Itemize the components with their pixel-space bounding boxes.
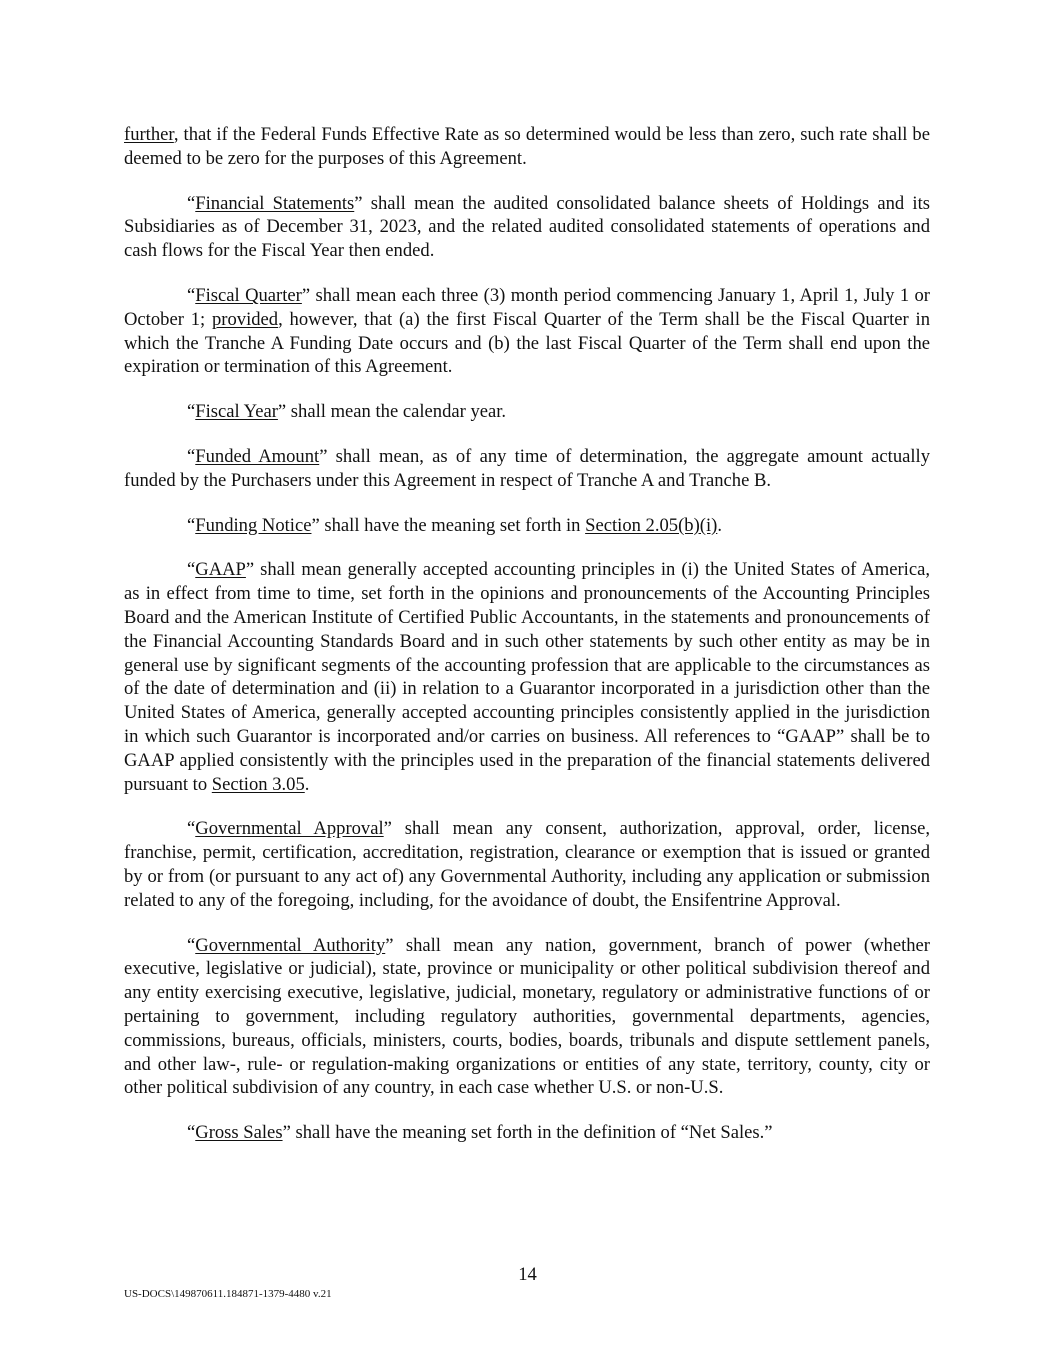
definition-text: ” shall mean each three (3) month period commencing January 1, April 1, July 1 or October 1; — [124, 284, 930, 330]
definition-text: ” shall mean any consent, authorization, approval, order, license, franchise, permit, certification, accreditation, registration, clearance or exemption that is issued or granted by or from (or pursuant to any act of) any Governmental Authority, including any application or submission related to any of the foregoing, including, for the avoidance of doubt, the Ensifentrine Approval. — [124, 818, 930, 911]
definition-text: ” shall have the meaning set forth in the definition of “Net Sales.” — [282, 1122, 773, 1144]
definition-text: ” shall mean any nation, government, branch of power (whether executive, legislative or judicial), state, province or municipality or other political subdivision thereof and any entity exercising executive, legislative, judicial, monetary, regulatory or administrative functions of or pertaining to government, including regulatory authorities, governmental departments, agencies, commissions, bureaus, officials, ministers, courts, bodies, boards, tribunals and dispute settlement panels, and other law-, rule- or regulation-making organizations or entities of any state, territory, county, city or other political subdivision of any country, in each case whether U.S. or non-U.S. — [124, 934, 930, 1099]
definition-text: ” shall mean generally accepted accounting principles in (i) the United States of America, as in effect from time to time, set forth in the opinions and pronouncements of the Accounting Principles Board and the American Institute of Certified Public Accountants, in the statements and pronouncements of the Financial Accounting Standards Board and in such other statements by such other entity as may be in general use by significant segments of the accounting profession that are applicable to the circumstances as of the date of determination and (ii) in relation to a Guarantor incorporated in a jurisdiction other than the United States of America, generally accepted accounting principles consistently applied in the jurisdiction in which such Guarantor is incorporated and/or carries on business. All references to “GAAP” shall be to GAAP applied consistently with the principles used in the preparation of the financial statements delivered pursuant to — [124, 559, 930, 795]
cross-reference: provided — [211, 308, 279, 330]
definition-paragraph: “Funded Amount” shall mean, as of any time of determination, the aggregate amount actually funded by the Purchasers under this Agreement in respect of Tranche A and Tranche B. — [124, 445, 931, 491]
cross-reference: Section 3.05 — [211, 773, 305, 795]
defined-term: Fiscal Quarter — [195, 284, 302, 306]
definition-text: ” shall mean the calendar year. — [277, 401, 507, 423]
definition-paragraph: “Governmental Authority” shall mean any nation, government, branch of power (whether executive, legislative or judicial), state, province or municipality or other political subdivision thereof and any entity exercising executive, legislative, judicial, monetary, regulatory or administrative functions of or pertaining to government, including regulatory authorities, governmental departments, agencies, commissions, bureaus, officials, ministers, courts, bodies, boards, tribunals and dispute settlement panels, and other law-, rule- or regulation-making organizations or entities of any state, territory, county, city or other political subdivision of any country, in each case whether U.S. or non-U.S. — [124, 934, 930, 1099]
definition-paragraph: “Fiscal Year” shall mean the calendar year. — [187, 401, 507, 423]
defined-term: Gross Sales — [195, 1122, 283, 1144]
page-number: 14 — [518, 1264, 537, 1285]
continuation-paragraph — [124, 123, 930, 171]
definition-text: ” shall have the meaning set forth in — [311, 514, 586, 536]
definition-text: ” shall mean the audited consolidated balance sheets of Holdings and its Subsidiaries as of December 31, 2023, and the related audited consolidated statements of operations and cash flows for the Fiscal Year then ended. — [124, 192, 930, 262]
definition-paragraph: “Fiscal Quarter” shall mean each three (3) month period commencing January 1, April 1, July 1 or October 1; provided, however, that (a) the first Fiscal Quarter of the Term shall be the Fiscal Quarter in which the Tranche A Funding Date occurs and (b) the last Fiscal Quarter of the Term shall end upon the expiration or termination of this Agreement. — [124, 284, 930, 378]
defined-term: Funded Amount — [195, 445, 320, 467]
continuation-text: , that if the Federal Funds Effective Rate as so determined would be less than zero, such rate shall be deemed to be zero for the purposes of this Agreement. — [124, 124, 930, 169]
definition-paragraph: “Governmental Approval” shall mean any consent, authorization, approval, order, license, franchise, permit, certification, accreditation, registration, clearance or exemption that is issued or granted by or from (or pursuant to any act of) any Governmental Authority, including any application or submission related to any of the foregoing, including, for the avoidance of doubt, the Ensifentrine Approval. — [124, 818, 930, 911]
defined-term: Funding Notice — [195, 514, 312, 536]
definition-text: . — [717, 514, 722, 536]
definitions-list — [124, 192, 930, 1145]
definition-paragraph: “GAAP” shall mean generally accepted accounting principles in (i) the United States of America, as in effect from time to time, set forth in the opinions and pronouncements of the Accounting Principles Board and the American Institute of Certified Public Accountants, in the statements and pronouncements of the Financial Accounting Standards Board and in such other statements by such other entity as may be in general use by significant segments of the accounting profession that are applicable to the circumstances as of the date of determination and (ii) in relation to a Guarantor incorporated in a jurisdiction other than the United States of America, generally accepted accounting principles consistently applied in the jurisdiction in which such Guarantor is incorporated and/or carries on business. All references to “GAAP” shall be to GAAP applied consistently with the principles used in the preparation of the financial statements delivered pursuant to Section 3.05. — [124, 559, 930, 795]
defined-term: Financial Statements — [195, 192, 355, 214]
definition-text: . — [304, 773, 310, 795]
defined-term: Governmental Approval — [195, 818, 384, 840]
definition-paragraph: “Financial Statements” shall mean the audited consolidated balance sheets of Holdings and its Subsidiaries as of December 31, 2023, and the related audited consolidated statements of operations and cash flows for the Fiscal Year then ended. — [124, 192, 930, 262]
defined-term: GAAP — [195, 559, 246, 581]
continuation-lead: further — [124, 124, 174, 145]
definition-paragraph: “Funding Notice” shall have the meaning set forth in Section 2.05(b)(i). — [187, 514, 722, 536]
document-id: US-DOCS\149870611.184871-1379-4480 v.21 — [124, 1288, 332, 1300]
cross-reference: Section 2.05(b)(i) — [585, 514, 718, 536]
defined-term: Governmental Authority — [195, 934, 386, 956]
document-body — [124, 123, 930, 1166]
defined-term: Fiscal Year — [195, 401, 278, 423]
definition-text: , however, that (a) the first Fiscal Quarter of the Term shall be the Fiscal Quarter in which the Tranche A Funding Date occurs and (b) the last Fiscal Quarter of the Term shall end upon the expiration or termination of this Agreement. — [124, 308, 930, 378]
definition-text: ” shall mean, as of any time of determination, the aggregate amount actually funded by the Purchasers under this Agreement in respect of Tranche A and Tranche B. — [124, 445, 931, 491]
definition-paragraph: “Gross Sales” shall have the meaning set forth in the definition of “Net Sales.” — [187, 1122, 773, 1144]
